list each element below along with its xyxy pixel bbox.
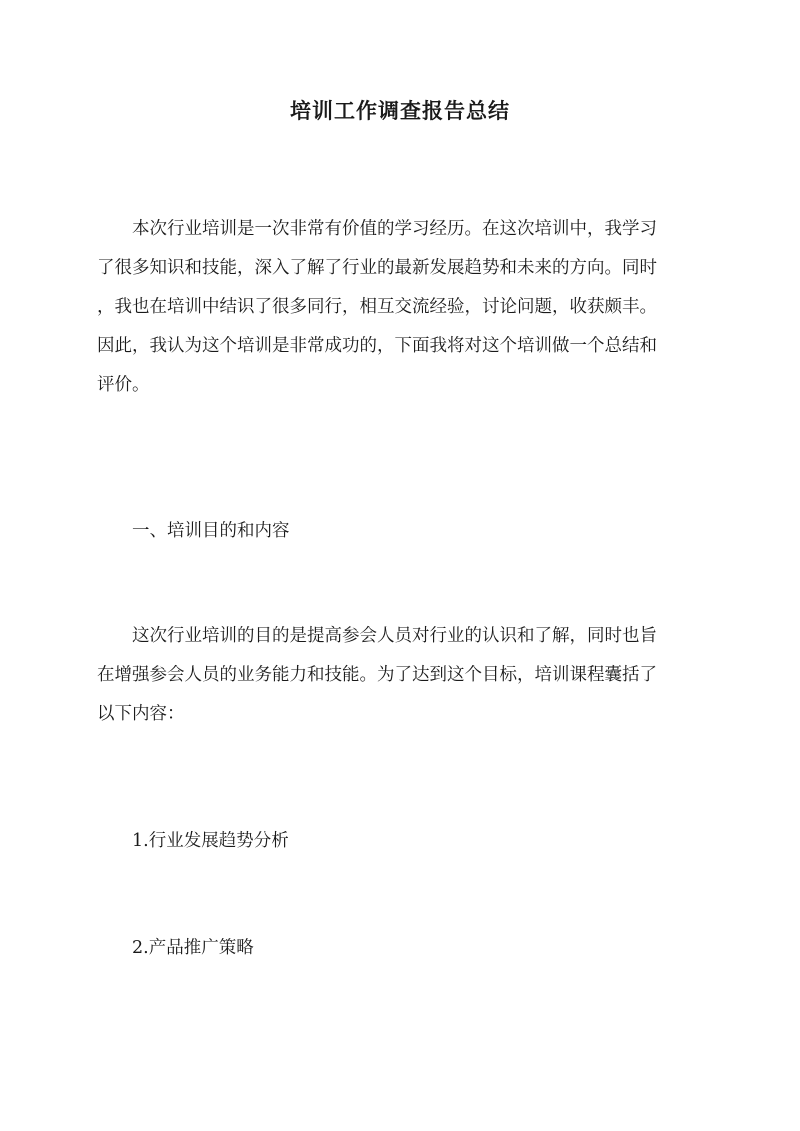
list-item: 1.行业发展趋势分析 [132, 831, 289, 851]
page-title: 培训工作调查报告总结 [290, 98, 510, 123]
paragraph-line: ，我也在培训中结识了很多同行，相互交流经验，讨论问题，收获颇丰。 [97, 297, 657, 317]
intro-paragraph [97, 210, 709, 405]
paragraph-line: 在增强参会人员的业务能力和技能。为了达到这个目标，培训课程囊括了 [97, 665, 657, 685]
paragraph-line: 因此，我认为这个培训是非常成功的，下面我将对这个培训做一个总结和 [97, 336, 657, 356]
paragraph-line: 评价。 [97, 375, 150, 395]
list-item: 2.产品推广策略 [132, 938, 254, 958]
section-paragraph [97, 617, 709, 734]
paragraph-line: 了很多知识和技能，深入了解了行业的最新发展趋势和未来的方向。同时 [97, 258, 657, 278]
paragraph-line: 这次行业培训的目的是提高参会人员对行业的认识和了解，同时也旨 [132, 626, 657, 646]
section-heading: 一、培训目的和内容 [132, 521, 290, 541]
paragraph-line: 本次行业培训是一次非常有价值的学习经历。在这次培训中，我学习 [132, 219, 657, 239]
paragraph-line: 以下内容： [97, 704, 185, 724]
